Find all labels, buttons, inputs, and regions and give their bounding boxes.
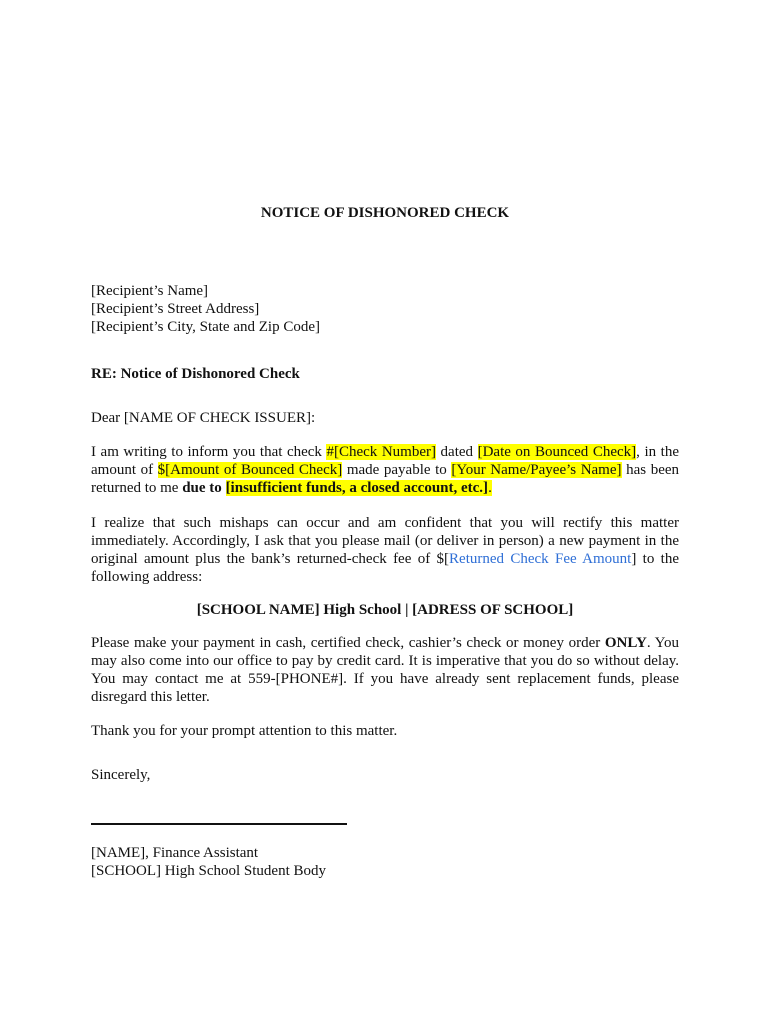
due-to-text: due to [182, 480, 226, 496]
paragraph-1 [91, 443, 679, 497]
text: ] to the following address: [91, 551, 679, 585]
signature-dot: . [343, 814, 346, 828]
text: I am writing to inform you that check [91, 444, 327, 460]
check-date-placeholder: [Date on Bounced Check] [477, 444, 637, 460]
text: dated [436, 444, 478, 460]
amount-placeholder: $[Amount of Bounced Check] [157, 462, 343, 478]
closing: Sincerely, [91, 767, 151, 783]
school-address-line: [SCHOOL NAME] High School | [ADRESS OF SCHOOL] [196, 602, 574, 618]
only-text: ONLY [604, 635, 647, 651]
recipient-block [91, 282, 679, 336]
reason-placeholder: [insufficient funds, a closed account, etc.] [225, 480, 489, 496]
salutation: Dear [NAME OF CHECK ISSUER]: [91, 410, 316, 426]
payee-placeholder: [Your Name/Payee’s Name] [451, 462, 622, 478]
check-number-placeholder: #[Check Number] [326, 444, 436, 460]
recipient-name: [Recipient’s Name] [91, 283, 209, 299]
text: made payable to [342, 462, 452, 478]
text: Please make your payment in cash, certified check, cashier’s check or money order [91, 635, 605, 651]
recipient-street: [Recipient’s Street Address] [91, 301, 260, 317]
document-title: NOTICE OF DISHONORED CHECK [260, 205, 510, 221]
paragraph-2 [91, 514, 679, 586]
signer-name-title: [NAME], Finance Assistant [91, 845, 259, 861]
signature-line [91, 823, 347, 825]
recipient-city: [Recipient’s City, State and Zip Code] [91, 319, 320, 335]
text: , in the amount of [91, 444, 680, 478]
text: . You may also come into our office to pay by credit card. It is imperative that you do so without delay. You may contact me at 559-[PHONE#]. If you have already sent replacement funds, please disregard this letter. [91, 635, 679, 705]
fee-placeholder: Returned Check Fee Amount [449, 551, 632, 567]
text: I realize that such mishaps can occur and am confident that you will rectify this matter immediately. Accordingly, I ask that you please mail (or deliver in person) a new payment in the original amount plus the bank’s returned-check fee of $[ [91, 515, 679, 567]
signer-org: [SCHOOL] High School Student Body [91, 863, 327, 879]
thanks-line: Thank you for your prompt attention to this matter. [91, 723, 398, 739]
text: has been returned to me [91, 462, 680, 496]
paragraph-3 [91, 634, 679, 706]
signer-block [91, 844, 679, 880]
re-line: RE: Notice of Dishonored Check [91, 366, 300, 382]
period: . [488, 480, 492, 496]
